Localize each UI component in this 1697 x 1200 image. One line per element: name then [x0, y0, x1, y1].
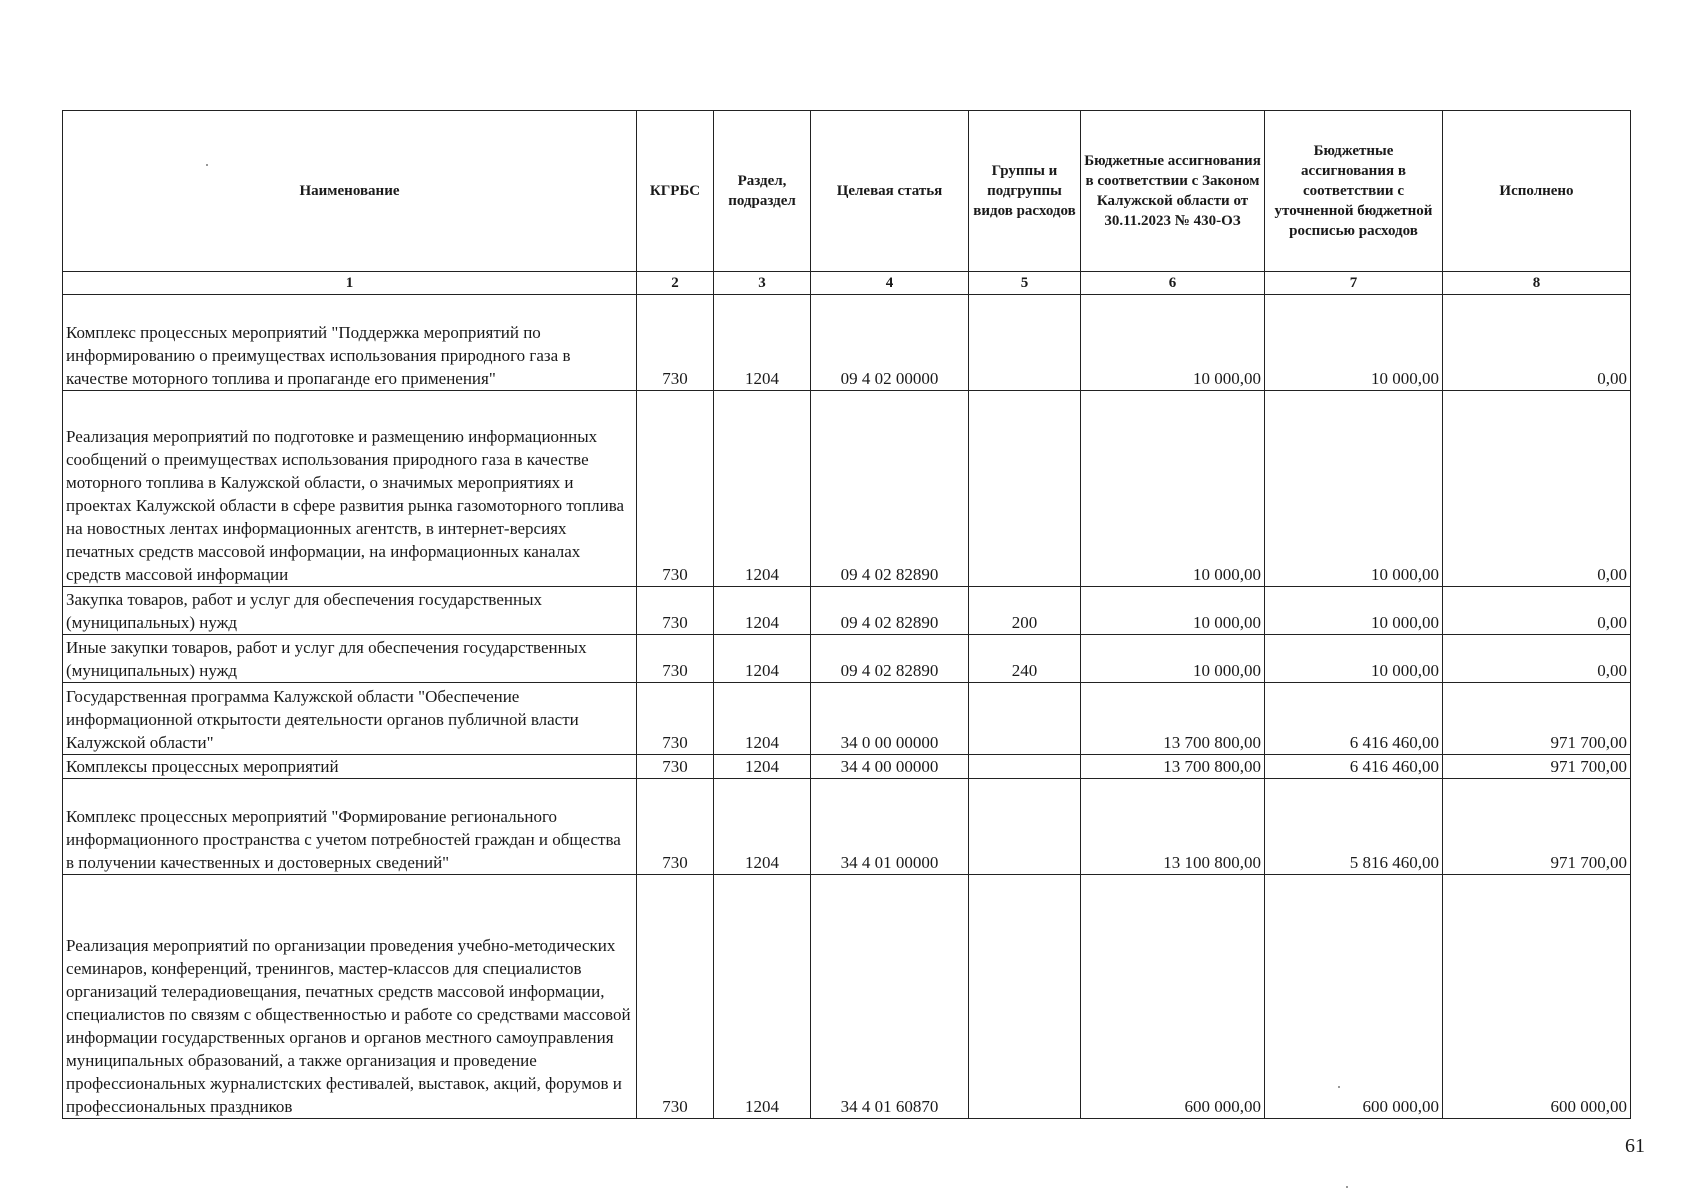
header-executed: Исполнено — [1443, 111, 1631, 272]
row-law-amount: 13 100 800,00 — [1081, 779, 1265, 875]
row-section: 1204 — [714, 683, 811, 755]
row-kgrbs: 730 — [637, 779, 714, 875]
row-kgrbs: 730 — [637, 683, 714, 755]
row-roster-amount: 10 000,00 — [1265, 587, 1443, 635]
row-section: 1204 — [714, 295, 811, 391]
table-row — [63, 875, 1631, 1119]
row-law-amount: 600 000,00 — [1081, 875, 1265, 1119]
row-executed-amount: 0,00 — [1443, 635, 1631, 683]
row-section: 1204 — [714, 779, 811, 875]
row-section: 1204 — [714, 587, 811, 635]
row-expense-group: 200 — [969, 587, 1081, 635]
header-section: Раздел, подраздел — [714, 111, 811, 272]
table-row — [63, 391, 1631, 587]
row-expense-group — [969, 755, 1081, 779]
table-row — [63, 755, 1631, 779]
column-number: 7 — [1265, 272, 1443, 295]
column-number: 5 — [969, 272, 1081, 295]
row-kgrbs: 730 — [637, 755, 714, 779]
column-number: 3 — [714, 272, 811, 295]
budget-table — [62, 110, 1631, 1119]
row-expense-group — [969, 875, 1081, 1119]
row-expense-group — [969, 391, 1081, 587]
row-roster-amount: 10 000,00 — [1265, 295, 1443, 391]
header-row — [63, 111, 1631, 272]
page-number: 61 — [1625, 1135, 1645, 1157]
row-expense-group — [969, 779, 1081, 875]
row-kgrbs: 730 — [637, 391, 714, 587]
row-target-article: 34 4 01 00000 — [811, 779, 969, 875]
table-row — [63, 779, 1631, 875]
row-roster-amount: 600 000,00 — [1265, 875, 1443, 1119]
table-row — [63, 683, 1631, 755]
row-section: 1204 — [714, 755, 811, 779]
row-target-article: 09 4 02 82890 — [811, 391, 969, 587]
header-kgrbs: КГРБС — [637, 111, 714, 272]
column-number: 1 — [63, 272, 637, 295]
row-kgrbs: 730 — [637, 295, 714, 391]
row-roster-amount: 10 000,00 — [1265, 391, 1443, 587]
row-expense-group — [969, 295, 1081, 391]
column-number: 6 — [1081, 272, 1265, 295]
column-number: 4 — [811, 272, 969, 295]
row-law-amount: 10 000,00 — [1081, 635, 1265, 683]
row-section: 1204 — [714, 635, 811, 683]
row-executed-amount: 600 000,00 — [1443, 875, 1631, 1119]
row-roster-amount: 5 816 460,00 — [1265, 779, 1443, 875]
row-name: Реализация мероприятий по организации проведения учебно-методических семинаров, конференций, тренингов, мастер-классов для специалистов организаций телерадиовещания, печатных средств массовой информации, специалистов по связям с общественностью и работе со средствами массовой информации государственных органов и органов местного самоуправления муниципальных образований, а также организация и проведение профессиональных журналистских фестивалей, выставок, акций, форумов и профессиональных праздников — [63, 875, 637, 1119]
row-expense-group — [969, 683, 1081, 755]
row-name: Реализация мероприятий по подготовке и размещению информационных сообщений о преимуществах использования природного газа в качестве моторного топлива в Калужской области, о значимых мероприятиях и проектах Калужской области в сфере развития рынка газомоторного топлива на новостных лентах информационных агентств, в интернет-версиях печатных средств массовой информации, на информационных каналах средств массовой информации — [63, 391, 637, 587]
row-kgrbs: 730 — [637, 587, 714, 635]
header-name: Наименование — [63, 111, 637, 272]
header-expense-group: Группы и подгруппы видов расходов — [969, 111, 1081, 272]
header-law-allocations: Бюджетные ассигнования в соответствии с Законом Калужской области от 30.11.2023 № 430-ОЗ — [1081, 111, 1265, 272]
row-target-article: 09 4 02 82890 — [811, 635, 969, 683]
row-executed-amount: 0,00 — [1443, 391, 1631, 587]
scan-speck — [1346, 1186, 1348, 1188]
row-section: 1204 — [714, 391, 811, 587]
row-roster-amount: 6 416 460,00 — [1265, 683, 1443, 755]
row-roster-amount: 6 416 460,00 — [1265, 755, 1443, 779]
row-law-amount: 10 000,00 — [1081, 587, 1265, 635]
table-row — [63, 295, 1631, 391]
column-number: 8 — [1443, 272, 1631, 295]
row-executed-amount: 971 700,00 — [1443, 755, 1631, 779]
row-law-amount: 13 700 800,00 — [1081, 755, 1265, 779]
row-executed-amount: 0,00 — [1443, 295, 1631, 391]
row-target-article: 09 4 02 00000 — [811, 295, 969, 391]
table-row — [63, 587, 1631, 635]
row-name: Комплекс процессных мероприятий "Формирование регионального информационного пространства с учетом потребностей граждан и общества в получении качественных и достоверных сведений" — [63, 779, 637, 875]
row-section: 1204 — [714, 875, 811, 1119]
column-number-row — [63, 272, 1631, 295]
row-law-amount: 10 000,00 — [1081, 391, 1265, 587]
header-roster-allocations: Бюджетные ассигнования в соответствии с уточненной бюджетной росписью расходов — [1265, 111, 1443, 272]
scan-speck — [1338, 1086, 1340, 1088]
row-target-article: 34 4 00 00000 — [811, 755, 969, 779]
row-law-amount: 13 700 800,00 — [1081, 683, 1265, 755]
row-executed-amount: 971 700,00 — [1443, 683, 1631, 755]
row-name: Комплекс процессных мероприятий "Поддержка мероприятий по информированию о преимуществах использования природного газа в качестве моторного топлива и пропаганде его применения" — [63, 295, 637, 391]
row-law-amount: 10 000,00 — [1081, 295, 1265, 391]
row-name: Иные закупки товаров, работ и услуг для обеспечения государственных (муниципальных) нужд — [63, 635, 637, 683]
scan-speck — [206, 164, 208, 166]
row-target-article: 09 4 02 82890 — [811, 587, 969, 635]
row-executed-amount: 971 700,00 — [1443, 779, 1631, 875]
column-number: 2 — [637, 272, 714, 295]
row-kgrbs: 730 — [637, 875, 714, 1119]
row-expense-group: 240 — [969, 635, 1081, 683]
row-executed-amount: 0,00 — [1443, 587, 1631, 635]
row-target-article: 34 4 01 60870 — [811, 875, 969, 1119]
header-target-article: Целевая статья — [811, 111, 969, 272]
budget-table-wrapper — [62, 110, 1630, 1119]
row-name: Государственная программа Калужской области "Обеспечение информационной открытости деятельности органов публичной власти Калужской области" — [63, 683, 637, 755]
row-name: Закупка товаров, работ и услуг для обеспечения государственных (муниципальных) нужд — [63, 587, 637, 635]
table-row — [63, 635, 1631, 683]
row-name: Комплексы процессных мероприятий — [63, 755, 637, 779]
row-target-article: 34 0 00 00000 — [811, 683, 969, 755]
row-kgrbs: 730 — [637, 635, 714, 683]
row-roster-amount: 10 000,00 — [1265, 635, 1443, 683]
